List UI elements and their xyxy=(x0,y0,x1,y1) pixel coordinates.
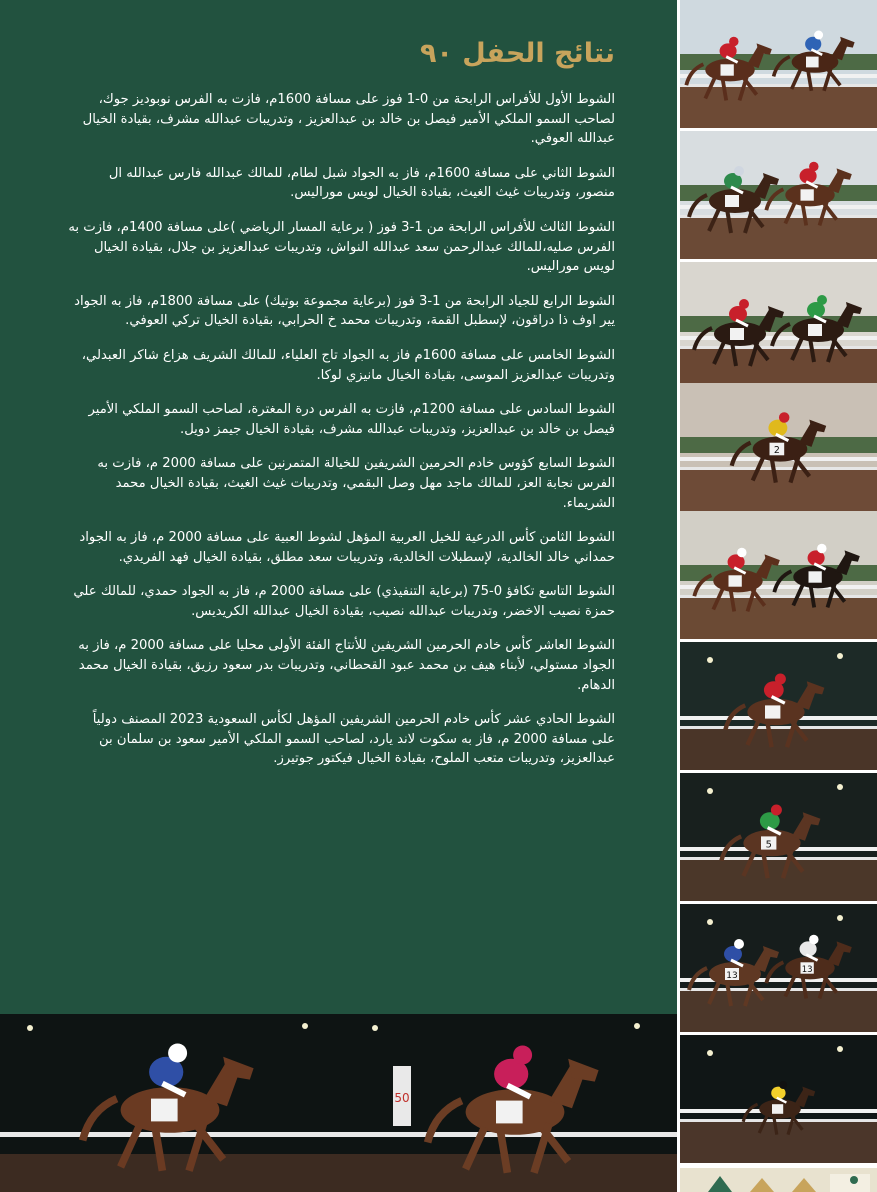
race-result-6: الشوط السادس على مسافة 1200م، فازت به الفرس درة المغترة، لصاحب السمو الملكي الأمير فيصل بن خالد بن عبدالعزيز، وتدريبات عبدالله مشرف، بقيادة الخيال جيمز دويل. xyxy=(88,402,615,437)
logo-pattern-icon xyxy=(680,1168,877,1192)
page-title: نتائج الحفل ٩٠ xyxy=(419,38,615,69)
race-photo-image xyxy=(680,642,877,770)
race-photo-image xyxy=(680,773,877,901)
race-photo-image xyxy=(680,511,877,639)
race-result-11: الشوط الحادي عشر كأس خادم الحرمين الشريفين المؤهل لكأس السعودية 2023 المصنف دولياً على مسافة 2000 م، فاز به سكوت لاند يارد، لصاحب السمو الملكي الأمير سعود بن سلمان بن عبدالعزيز، وتدريبات متعب الملوح، بقيادة الخيال فيكتور جوتيرز. xyxy=(92,712,615,767)
race-photo-1 xyxy=(680,0,877,128)
race-result-10: الشوط العاشر كأس خادم الحرمين الشريفين للأنتاج الفئة الأولى محليا على مسافة 2000 م، فاز به الجواد مستولي، لأبناء هيف بن محمد عبود القحطاني، وتدريبات بدر سعود رزيق، بقيادة الخيال محمد الدهام. xyxy=(78,638,615,693)
race-photo-7 xyxy=(680,773,877,901)
bottom-photo-left xyxy=(0,1014,345,1192)
race-result-8: الشوط الثامن كأس الدرعية للخيل العربية المؤهل لشوط العبية على مسافة 2000 م، فاز به الجواد حمداني خالد الخالدية، لإسطبلات الخالدية، وتدريبات سعد مطلق، بقيادة الخيال فهد الفريدي. xyxy=(79,530,615,565)
race-photo-2 xyxy=(680,131,877,259)
distance-marker-label: 50 xyxy=(394,1091,410,1105)
race-photo-image xyxy=(680,383,877,511)
race-result-3: الشوط الثالث للأفراس الرابحة من 1-3 فوز ( برعاية المسار الرياضي )على مسافة 1400م، فازت به الفرس صليه،للمالك عبدالرحمن سعد عبدالله النواش، وتدريبات عبدالعزيز بن جلال، بقيادة الخيال لويس موراليس. xyxy=(68,219,615,275)
race-photo-strip xyxy=(680,0,877,1192)
race-photo-image xyxy=(680,131,877,259)
race-photo-5 xyxy=(680,511,877,639)
race-photo-image xyxy=(345,1014,677,1192)
race-result-9: الشوط التاسع تكافؤ 0-75 (برعاية التنفيذي) على مسافة 2000 م، فاز به الجواد حمدي، للمالك علي حمزة نصيب الاخضر، وتدريبات عبدالله نصيب، بقيادة الخيال عبدالله الكريديس. xyxy=(73,584,615,619)
race-photo-image xyxy=(680,262,877,390)
race-photo-image xyxy=(680,904,877,1032)
race-result-2: الشوط الثاني على مسافة 1600م، فاز به الجواد شبل لطام، للمالك عبدالله فارس عبدالله ال منصور، وتدريبات غيث الغيث، بقيادة الخيال لويس موراليس. xyxy=(108,165,615,201)
race-photo-8 xyxy=(680,904,877,1032)
saddle-number-label: 5 xyxy=(765,839,772,851)
race-photo-image xyxy=(0,1014,345,1192)
race-result-1: الشوط الأول للأفراس الرابحة من 0-1 فوز على مسافة 1600م، فازت به الفرس نوبوديز جوك، لصاحب السمو الملكي الأمير فيصل بن خالد بن عبدالعزيز ، وتدريبات عبدالله مشرف، بقيادة الخيال عبدالله العوفي. xyxy=(82,92,615,147)
saddle-number-label: 2 xyxy=(773,445,780,457)
race-result-4: الشوط الرابع للجياد الرابحة من 1-3 فوز (برعاية مجموعة بوتيك) على مسافة 1800م، فاز به الجواد يير اوف ذا دراقون، لإسطبل القمة، وتدريبات محمد خ الحرابي، بقيادة الخيال تركي العوفي. xyxy=(74,293,615,329)
race-result-7: الشوط السابع كؤوس خادم الحرمين الشريفين للخيالة المتمرنين على مسافة 2000 م، فازت به الفرس نجابة العز، للمالك ماجد مهل وصل البقمي، وتدريبات غيث الغيث، بقيادة الخيال محمد الشريماء. xyxy=(97,456,615,511)
saddle-number-label: 13 xyxy=(726,971,738,981)
race-result-5: الشوط الخامس على مسافة 1600م فاز به الجواد تاج العلياء، للمالك الشريف هزاع شاكر العبدلي، وتدريبات عبدالعزيز الموسى، بقيادة الخيال مانيزي لوكا. xyxy=(81,347,615,383)
logo-corner xyxy=(680,1168,877,1192)
race-results-list xyxy=(66,90,615,784)
race-photo-6 xyxy=(680,642,877,770)
race-photo-4 xyxy=(680,383,877,511)
race-photo-9 xyxy=(680,1035,877,1163)
race-photo-3 xyxy=(680,262,877,390)
race-photo-image xyxy=(680,0,877,128)
bottom-photo-right xyxy=(345,1014,677,1192)
race-photo-image xyxy=(680,1035,877,1163)
saddle-number-label: 13 xyxy=(801,964,813,975)
